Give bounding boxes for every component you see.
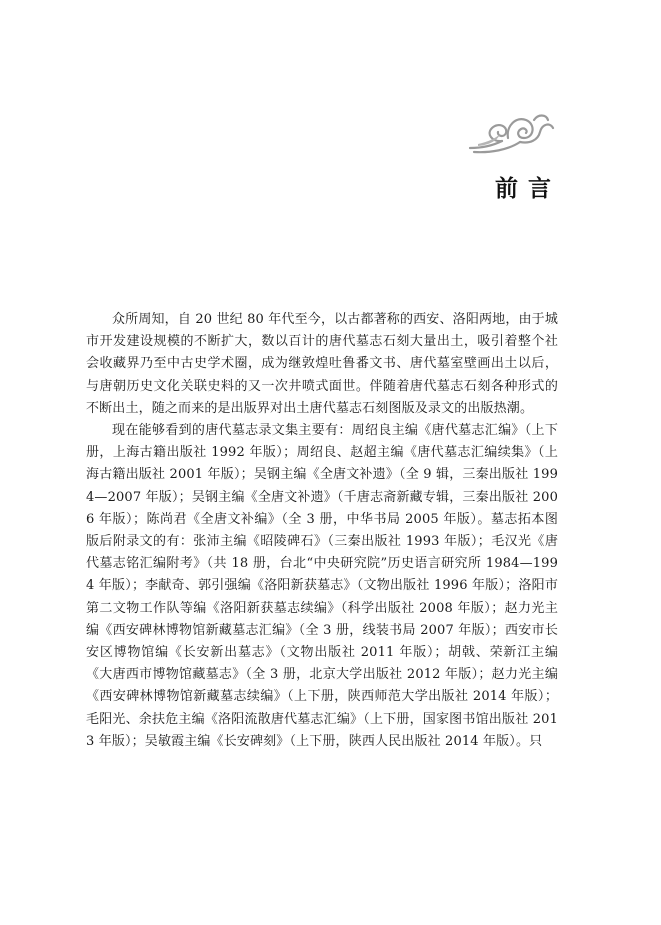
page-title: 前言 — [495, 176, 561, 202]
body-text — [86, 309, 558, 753]
paragraph-1: 众所周知，自 20 世纪 80 年代至今，以古都著称的西安、洛阳两地，由于城市开发建设规模的不断扩大，数以百计的唐代墓志石刻大量出土，吸引着整个社会收藏界乃至中古史学术圈，成为继敦煌吐鲁番文书、唐代墓室壁画出土以后，与唐朝历史文化关联史料的又一次井喷式面世。伴随着唐代墓志石刻各种形式的不断出土，随之而来的是出版界对出土唐代墓志石刻图版及录文的出版热潮。 — [86, 312, 558, 416]
paragraph-2: 现在能够看到的唐代墓志录文集主要有：周绍良主编《唐代墓志汇编》（上下册，上海古籍出版社 1992 年版）；周绍良、赵超主编《唐代墓志汇编续集》（上海古籍出版社 2001 年版）；吴钢主编《全唐文补遗》（全 9 辑，三秦出版社 1994—2007 年版）；吴钢主编《全唐文补遗》（千唐志斋新藏专辑，三秦出版社 2006 年版）；陈尚君《全唐文补编》（全 3 册，中华书局 2005 年版）。墓志拓本图版后附录文的有：张沛主编《昭陵碑石》（三秦出版社 1993 年版）；毛汉光《唐代墓志铭汇编附考》（共 18 册，台北“中央研究院”历史语言研究所 1984—1994 年版）；李献奇、郭引强编《洛阳新获墓志》（文物出版社 1996 年版）；洛阳市第二文物工作队等编《洛阳新获墓志续编》（科学出版社 2008 年版）；赵力光主编《西安碑林博物馆新藏墓志汇编》（全 3 册，线装书局 2007 年版）；西安市长安区博物馆编《长安新出墓志》（文物出版社 2011 年版）；胡戟、荣新江主编《大唐西市博物馆藏墓志》（全 3 册，北京大学出版社 2012 年版）；赵力光主编《西安碑林博物馆新藏墓志续编》（上下册，陕西师范大学出版社 2014 年版）；毛阳光、余扶危主编《洛阳流散唐代墓志汇编》（上下册，国家图书馆出版社 2013 年版）；吴敏霞主编《长安碑刻》（上下册，陕西人民出版社 2014 年版）。只 — [86, 423, 558, 749]
auspicious-cloud-icon — [468, 108, 556, 156]
